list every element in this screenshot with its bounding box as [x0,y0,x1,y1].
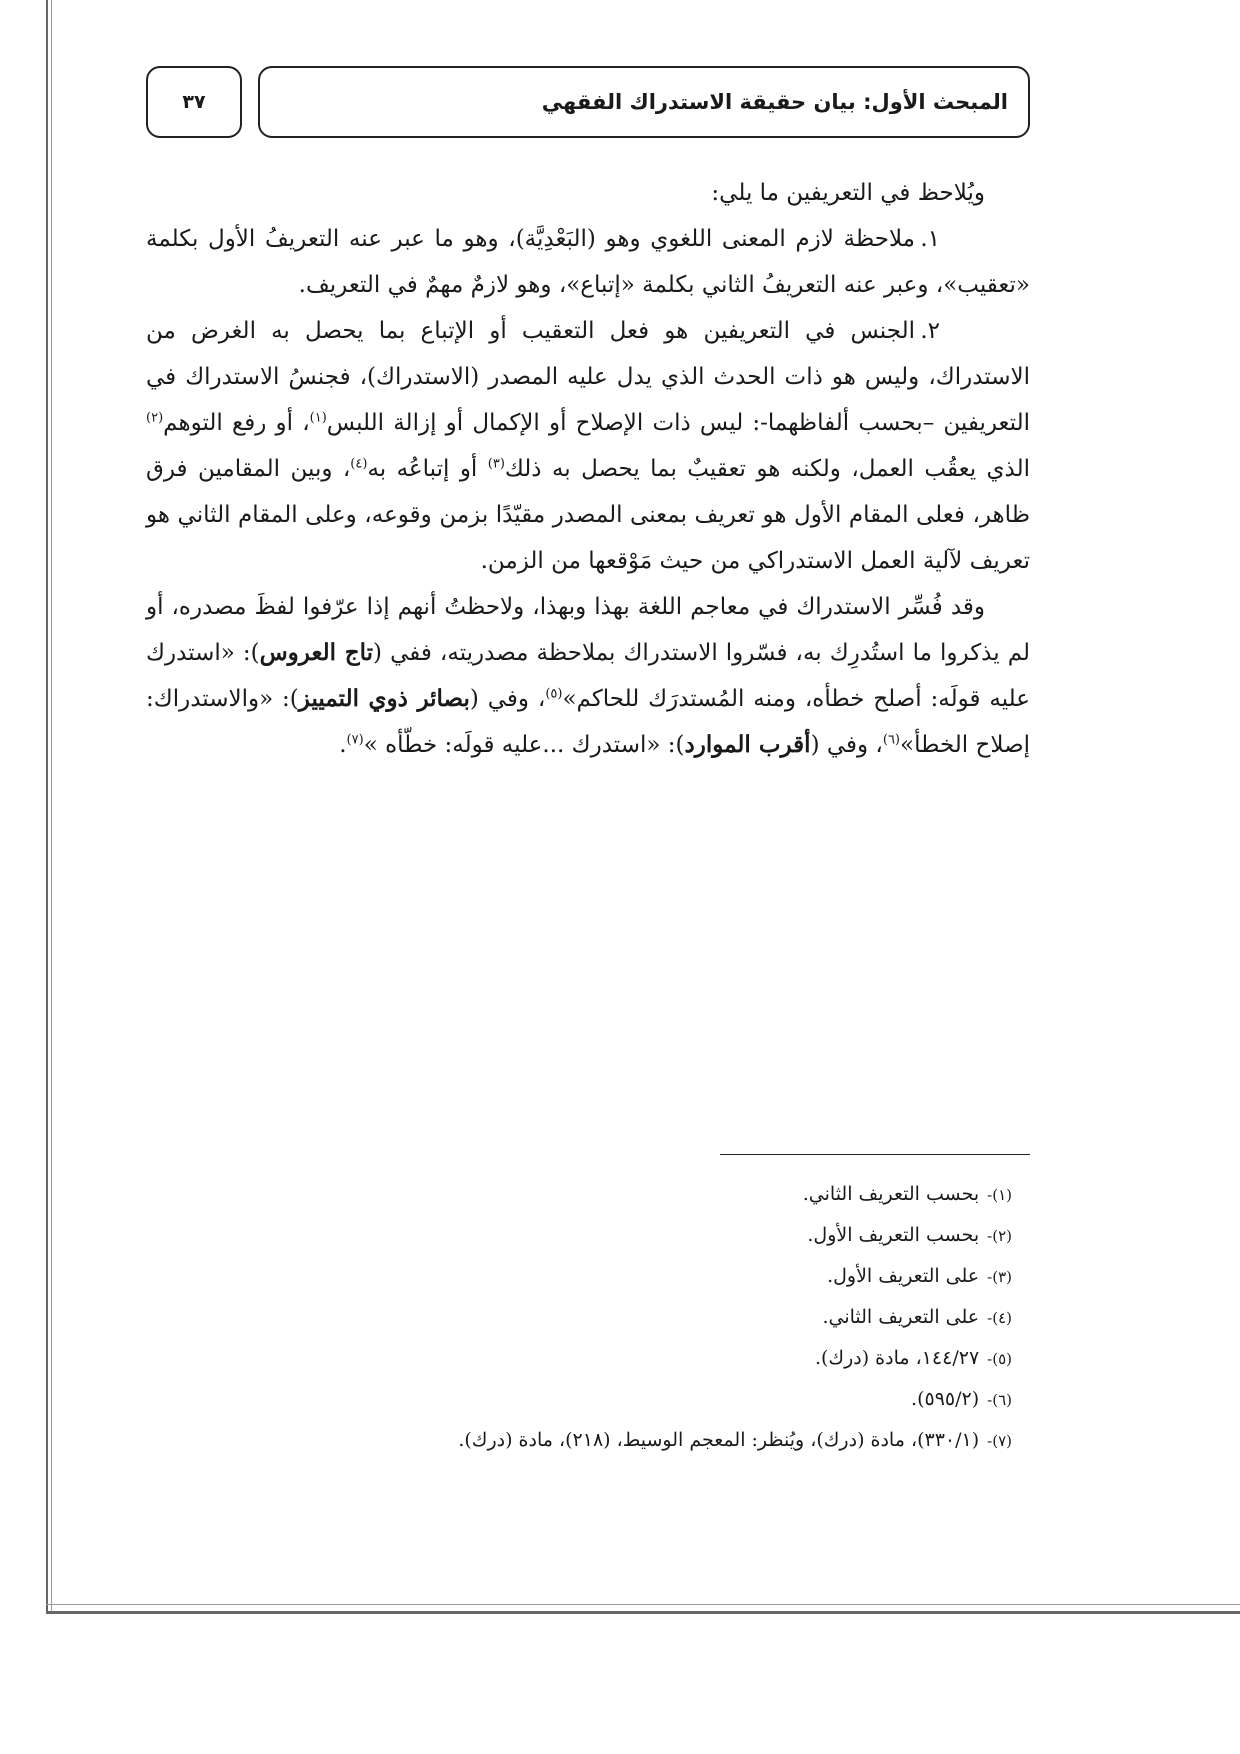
footnote-text: (٣٣٠/١)، مادة (درك)، ويُنظر: المعجم الوسيط، (٢١٨)، مادة (درك). [458,1429,980,1451]
footnote-text: بحسب التعريف الأول. [807,1224,980,1246]
intro-paragraph: ويُلاحظ في التعريفين ما يلي: [711,180,985,206]
footnote-ref-3[interactable]: (٣) [487,456,505,472]
footnote-text: على التعريف الثاني. [822,1306,980,1328]
page-number: ٣٧ [182,91,206,113]
list-item-2: ٢.الجنس في التعريفين هو فعل التعقيب أو الإتباع بما يحصل به الغرض من الاستدراك، وليس هو ذات الحدث الذي يدل عليه المصدر (الاستدراك)، فجنسُ الاستدراك في التعريفين –بحسب ألفاظهما-: ليس ذات الإصلاح أو الإكمال أو إزالة اللبس$^{(١)}$، أو رفع التوهم$^{(٢)}$ الذي يعقُب العمل، ولكنه هو تعقيبٌ بما يحصل به ذلك$^{(٣)}$ أو إتباعُه به$^{(٤)}$، وبين المقامين فرق ظاهر، فعلى المقام الأول هو تعريف بمعنى المصدر مقيّدًا بزمن وقوعه، وعلى المقام الثاني هو تعريف لآلية العمل الاستدراكي من حيث مَوْقعها من الزمن. [146,308,1030,584]
list-item-1 [146,216,1030,308]
list-item-number: ١. [920,226,940,252]
footnote-6 [146,1379,1030,1420]
footnote-number: (٥)- [987,1350,1012,1368]
footnote-number: (٣)- [987,1268,1012,1286]
footnote-separator [720,1154,1030,1155]
footnote-number: (٦)- [987,1391,1012,1409]
chapter-title: المبحث الأول: بيان حقيقة الاستدراك الفقهي [541,90,1008,114]
footnote-ref-4[interactable]: (٤) [350,456,368,472]
footnote-text: على التعريف الأول. [827,1265,980,1287]
footnote-text: بحسب التعريف الثاني. [802,1183,980,1205]
page-number-box [146,66,242,138]
chapter-header [258,66,1030,138]
footnote-1 [146,1174,1030,1215]
page-frame-bottom [46,1604,1240,1614]
list-item-number: ٢. [920,318,940,344]
footnotes [146,1174,1030,1461]
body-text [146,170,1030,768]
footnote-2 [146,1215,1030,1256]
footnote-ref-5[interactable]: (٥) [545,686,563,702]
footnote-number: (١)- [987,1186,1012,1204]
footnote-ref-2[interactable]: (٢) [146,410,164,426]
ref-taj-al-arus: تاج العروس [259,639,374,666]
footnote-text: ١٤٤/٢٧، مادة (درك). [814,1347,980,1369]
paragraph-dictionaries: وقد فُسِّر الاستدراك في معاجم اللغة بهذا وبهذا، ولاحظتُ أنهم إذا عرّفوا لفظَ مصدره، أو لم يذكروا ما استُدرِك به، فسّروا الاستدراك بملاحظة مصدريته، ففي (تاج العروس): «استدرك عليه قولَه: أصلح خطأه، ومنه المُستدرَك للحاكم»$^{(٥)}$، وفي (بصائر ذوي التمييز): «والاستدراك: إصلاح الخطأ»$^{(٦)}$، وفي (أقرب الموارد): «استدرك ...عليه قولَه: خطّأه »$^{(٧)}$. [146,594,1031,758]
footnote-ref-1[interactable]: (١) [309,410,327,426]
footnote-number: (٢)- [987,1227,1012,1245]
list-item-text: ملاحظة لازم المعنى اللغوي وهو (البَعْدِيَّة)، وهو ما عبر عنه التعريفُ الأول بكلمة «تعقيب»، وعبر عنه التعريفُ الثاني بكلمة «إتباع»، وهو لازمٌ مهمٌ في التعريف. [146,226,1030,298]
page-frame-left [46,0,52,1612]
footnote-7 [146,1420,1030,1461]
ref-aqrab-al-mawarid: أقرب الموارد [684,731,811,758]
footnote-text: (٥٩٥/٢). [911,1388,980,1410]
footnote-ref-6[interactable]: (٦) [882,732,900,748]
footnote-4 [146,1297,1030,1338]
footnote-5 [146,1338,1030,1379]
footnote-number: (٧)- [987,1432,1012,1450]
footnote-number: (٤)- [987,1309,1012,1327]
ref-basair: بصائر ذوي التمييز [298,685,470,712]
footnote-3 [146,1256,1030,1297]
footnote-ref-7[interactable]: (٧) [346,732,364,748]
